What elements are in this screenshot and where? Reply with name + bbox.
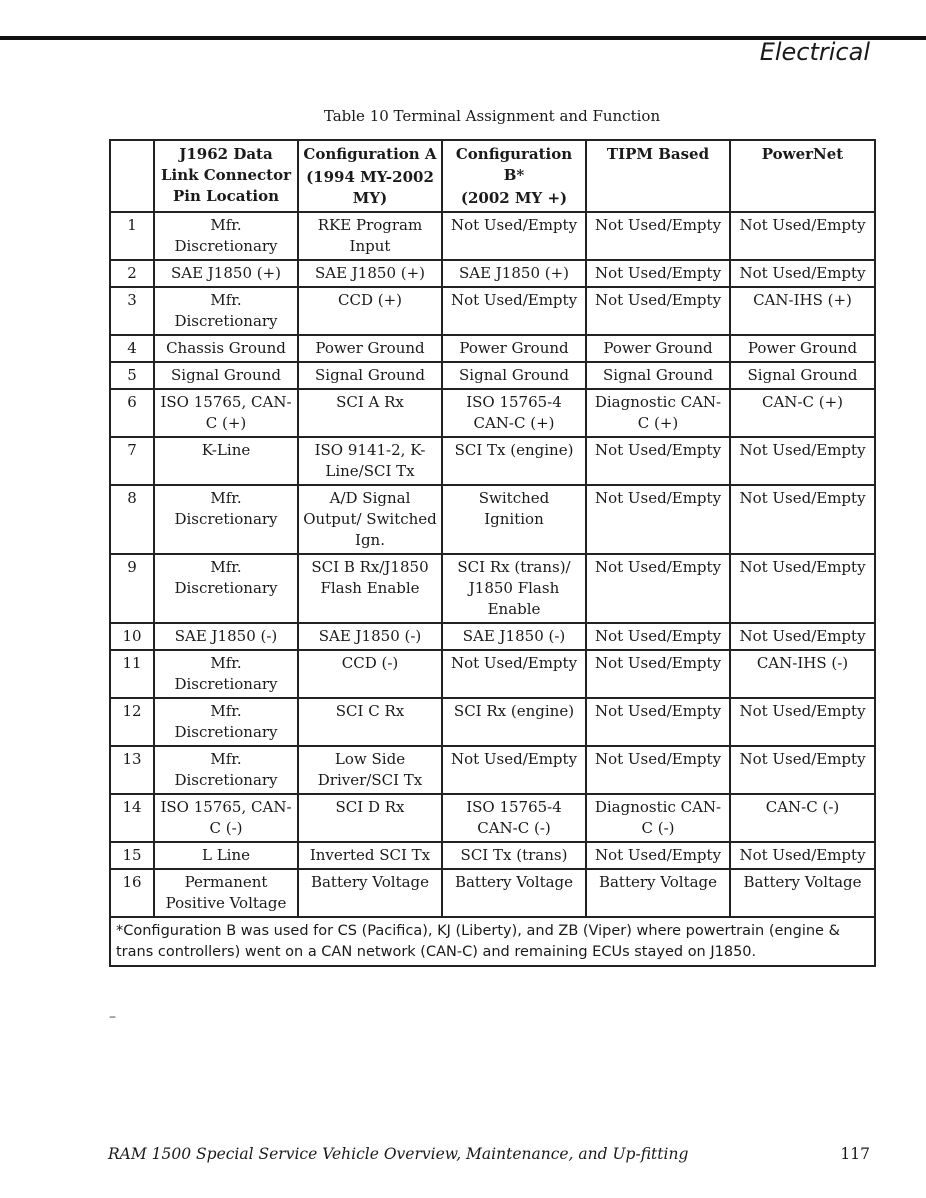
- table-cell: Mfr. Discretionary: [154, 485, 298, 554]
- pin-number: 10: [110, 623, 154, 650]
- table-cell: SAE J1850 (+): [154, 260, 298, 287]
- table-row: [110, 623, 875, 650]
- table-cell: Not Used/Empty: [730, 437, 875, 485]
- table-cell: Battery Voltage: [586, 869, 730, 917]
- table-cell: Not Used/Empty: [586, 212, 730, 260]
- table-cell: Not Used/Empty: [586, 650, 730, 698]
- pin-number: 2: [110, 260, 154, 287]
- table-cell: Not Used/Empty: [442, 650, 586, 698]
- table-cell: Chassis Ground: [154, 335, 298, 362]
- table-row: [110, 335, 875, 362]
- table-cell: ISO 15765-4 CAN-C (-): [442, 794, 586, 842]
- table-row: [110, 287, 875, 335]
- table-cell: SCI Tx (engine): [442, 437, 586, 485]
- pin-number: 15: [110, 842, 154, 869]
- page-number: 117: [840, 1145, 870, 1163]
- table-cell: Battery Voltage: [730, 869, 875, 917]
- header-label: PowerNet: [761, 145, 844, 163]
- pin-number: 7: [110, 437, 154, 485]
- table-cell: Battery Voltage: [298, 869, 442, 917]
- table-cell: Diagnostic CAN-C (+): [586, 389, 730, 437]
- header-configuration-a: [298, 140, 442, 212]
- table-cell: Not Used/Empty: [586, 842, 730, 869]
- table-cell: Switched Ignition: [442, 485, 586, 554]
- table-cell: SAE J1850 (-): [298, 623, 442, 650]
- table-cell: Signal Ground: [298, 362, 442, 389]
- table-cell: CCD (-): [298, 650, 442, 698]
- table-cell: Mfr. Discretionary: [154, 746, 298, 794]
- table-cell: CAN-C (-): [730, 794, 875, 842]
- pin-number: 1: [110, 212, 154, 260]
- table-cell: Mfr. Discretionary: [154, 554, 298, 623]
- table-cell: Signal Ground: [154, 362, 298, 389]
- table-caption: Table 10 Terminal Assignment and Function: [323, 107, 661, 125]
- header-label: Configuration B*: [455, 145, 573, 184]
- table-cell: Not Used/Empty: [730, 623, 875, 650]
- pin-number: 13: [110, 746, 154, 794]
- table-cell: SCI Rx (engine): [442, 698, 586, 746]
- header-sublabel: (1994 MY-2002 MY): [306, 168, 434, 207]
- table-row: [110, 260, 875, 287]
- table-cell: Low Side Driver/SCI Tx: [298, 746, 442, 794]
- table-cell: Not Used/Empty: [586, 260, 730, 287]
- table-cell: RKE Program Input: [298, 212, 442, 260]
- table-cell: Power Ground: [730, 335, 875, 362]
- table-cell: Signal Ground: [442, 362, 586, 389]
- table-cell: Mfr. Discretionary: [154, 287, 298, 335]
- header-label: TIPM Based: [606, 145, 710, 163]
- table-cell: SCI B Rx/J1850 Flash Enable: [298, 554, 442, 623]
- pin-number: 9: [110, 554, 154, 623]
- table-cell: Not Used/Empty: [586, 746, 730, 794]
- table-cell: Power Ground: [442, 335, 586, 362]
- pin-number: 14: [110, 794, 154, 842]
- table-cell: SCI A Rx: [298, 389, 442, 437]
- table-cell: Not Used/Empty: [730, 260, 875, 287]
- pin-number: 3: [110, 287, 154, 335]
- table-header-row: [110, 140, 875, 212]
- table-cell: Power Ground: [586, 335, 730, 362]
- table-cell: CAN-IHS (+): [730, 287, 875, 335]
- table-cell: Permanent Positive Voltage: [154, 869, 298, 917]
- table-row: [110, 794, 875, 842]
- table-cell: Not Used/Empty: [730, 842, 875, 869]
- table-cell: Not Used/Empty: [586, 485, 730, 554]
- table-cell: CAN-C (+): [730, 389, 875, 437]
- table-cell: A/D Signal Output/ Switched Ign.: [298, 485, 442, 554]
- footnote-row: [110, 917, 875, 966]
- table-cell: SCI C Rx: [298, 698, 442, 746]
- table-cell: Not Used/Empty: [730, 746, 875, 794]
- table-cell: SCI Rx (trans)/ J1850 Flash Enable: [442, 554, 586, 623]
- table-cell: Not Used/Empty: [442, 212, 586, 260]
- table-cell: Not Used/Empty: [442, 746, 586, 794]
- table-cell: CCD (+): [298, 287, 442, 335]
- header-label: Configuration A: [303, 145, 437, 163]
- section-title: Electrical: [759, 38, 870, 66]
- table-cell: CAN-IHS (-): [730, 650, 875, 698]
- table-cell: SCI D Rx: [298, 794, 442, 842]
- table-cell: Not Used/Empty: [442, 287, 586, 335]
- table-cell: SAE J1850 (+): [298, 260, 442, 287]
- table-row: [110, 698, 875, 746]
- table-row: [110, 554, 875, 623]
- pin-number: 16: [110, 869, 154, 917]
- table-cell: K-Line: [154, 437, 298, 485]
- pin-number: 5: [110, 362, 154, 389]
- header-powernet: [730, 140, 875, 212]
- table-cell: Not Used/Empty: [586, 437, 730, 485]
- table-cell: ISO 15765, CAN-C (+): [154, 389, 298, 437]
- table-cell: Not Used/Empty: [730, 212, 875, 260]
- table-cell: Not Used/Empty: [730, 554, 875, 623]
- table-cell: SAE J1850 (+): [442, 260, 586, 287]
- table-cell: ISO 15765, CAN-C (-): [154, 794, 298, 842]
- table-cell: Inverted SCI Tx: [298, 842, 442, 869]
- table-row: [110, 362, 875, 389]
- table-row: [110, 485, 875, 554]
- header-sublabel: (2002 MY +): [460, 189, 568, 207]
- footer-document-title: RAM 1500 Special Service Vehicle Overview, Maintenance, and Up-fitting: [108, 1145, 689, 1163]
- table-cell: Not Used/Empty: [586, 698, 730, 746]
- table-cell: SCI Tx (trans): [442, 842, 586, 869]
- header-configuration-b: [442, 140, 586, 212]
- pin-number: 8: [110, 485, 154, 554]
- terminal-assignment-table: [109, 139, 876, 967]
- table-footnote: *Configuration B was used for CS (Pacifica), KJ (Liberty), and ZB (Viper) where powertrain (engine & trans controllers) went on a CAN network (CAN-C) and remaining ECUs stayed on J1850.: [110, 917, 875, 966]
- table-cell: Mfr. Discretionary: [154, 650, 298, 698]
- table-row: [110, 650, 875, 698]
- table-cell: ISO 15765-4 CAN-C (+): [442, 389, 586, 437]
- pin-number: 6: [110, 389, 154, 437]
- table-cell: Power Ground: [298, 335, 442, 362]
- header-tipm-based: [586, 140, 730, 212]
- pin-number: 12: [110, 698, 154, 746]
- table-row: [110, 437, 875, 485]
- table-cell: SAE J1850 (-): [154, 623, 298, 650]
- table-cell: Not Used/Empty: [730, 698, 875, 746]
- table-cell: Not Used/Empty: [586, 287, 730, 335]
- table-row: [110, 869, 875, 917]
- table-cell: Battery Voltage: [442, 869, 586, 917]
- header-pin-number: [110, 140, 154, 212]
- header-label: J1962 Data Link Connector Pin Location: [160, 145, 292, 205]
- table-cell: ISO 9141-2, K-Line/SCI Tx: [298, 437, 442, 485]
- table-cell: Mfr. Discretionary: [154, 212, 298, 260]
- table-row: [110, 212, 875, 260]
- pin-number: 4: [110, 335, 154, 362]
- table-cell: Not Used/Empty: [586, 554, 730, 623]
- table-cell: Not Used/Empty: [586, 623, 730, 650]
- table-cell: Signal Ground: [586, 362, 730, 389]
- dash-mark: –: [109, 1009, 116, 1025]
- table-row: [110, 389, 875, 437]
- table-row: [110, 746, 875, 794]
- table-cell: Signal Ground: [730, 362, 875, 389]
- table-cell: Not Used/Empty: [730, 485, 875, 554]
- table-cell: Mfr. Discretionary: [154, 698, 298, 746]
- pin-number: 11: [110, 650, 154, 698]
- header-j1962-location: [154, 140, 298, 212]
- table-cell: SAE J1850 (-): [442, 623, 586, 650]
- table-row: [110, 842, 875, 869]
- table-cell: L Line: [154, 842, 298, 869]
- table-cell: Diagnostic CAN-C (-): [586, 794, 730, 842]
- table-body: [110, 212, 875, 966]
